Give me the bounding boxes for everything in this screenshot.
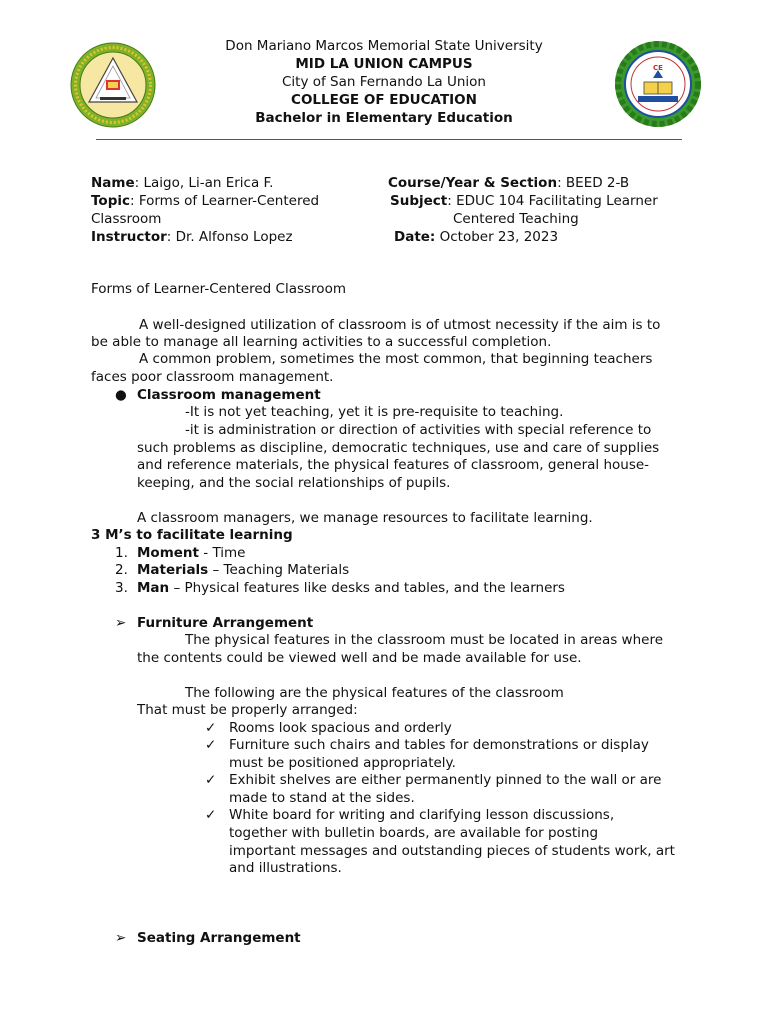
city-name: City of San Fernando La Union <box>282 74 486 90</box>
cm-line5: keeping, and the social relationships of pupils. <box>137 475 451 491</box>
instructor-label: Instructor <box>91 229 167 245</box>
subject-label: Subject <box>390 193 448 209</box>
furniture-line2: the contents could be viewed well and be made available for use. <box>137 650 582 666</box>
check-item-text: Exhibit shelves are either permanently pinned to the wall or are <box>229 772 662 788</box>
topic-row <box>91 192 319 210</box>
check-item-text: made to stand at the sides. <box>229 790 415 806</box>
name-row <box>91 174 273 192</box>
following-line1: The following are the physical features of the classroom <box>185 685 564 701</box>
bullet-icon: ● <box>115 387 127 403</box>
furniture-heading: Furniture Arrangement <box>137 615 314 631</box>
cm-line3: such problems as discipline, democratic techniques, use and care of supplies <box>137 440 660 456</box>
check-icon: ✓ <box>205 737 217 753</box>
cm-line2: -it is administration or direction of activities with special reference to <box>185 422 652 438</box>
course-value: : BEED 2-B <box>557 175 630 191</box>
topic-value-line1: : Forms of Learner-Centered <box>129 193 320 209</box>
subject-value-line1: : EDUC 104 Facilitating Learner <box>447 193 658 209</box>
instructor-row <box>91 228 293 246</box>
name-value: : Laigo, Li-an Erica F. <box>134 175 274 191</box>
date-row <box>394 228 558 246</box>
m-list-item: 3. Man – Physical features like desks and tables, and the learners <box>115 580 565 596</box>
check-icon: ✓ <box>205 720 217 736</box>
following-line2: That must be properly arranged: <box>137 702 358 718</box>
arrow-bullet-icon: ➢ <box>115 615 127 631</box>
m-list-item: 2. Materials – Teaching Materials <box>115 562 350 578</box>
check-item-text: Furniture such chairs and tables for demonstrations or display <box>229 737 649 753</box>
three-m-heading: 3 M’s to facilitate learning <box>91 527 293 543</box>
classroom-management-heading: Classroom management <box>137 387 321 403</box>
course-row <box>388 174 629 192</box>
check-item-text: together with bulletin boards, are available for posting <box>229 825 599 841</box>
paragraph-1-line2: be able to manage all learning activities to a successful completion. <box>91 334 552 350</box>
arrow-bullet-icon: ➢ <box>115 930 127 946</box>
subject-row <box>390 192 658 210</box>
paragraph-2-line2: faces poor classroom management. <box>91 369 334 385</box>
cm-line1: -It is not yet teaching, yet it is pre-requisite to teaching. <box>185 404 564 420</box>
course-label: Course/Year & Section <box>388 175 558 191</box>
check-item-text: must be positioned appropriately. <box>229 755 456 771</box>
check-item-text: Rooms look spacious and orderly <box>229 720 452 736</box>
name-label: Name <box>91 175 135 191</box>
topic-value-line2: Classroom <box>91 211 162 227</box>
university-name: Don Mariano Marcos Memorial State University <box>225 38 543 54</box>
right-logo-text: CE <box>653 64 663 72</box>
paragraph-2-line1: A common problem, sometimes the most common, that beginning teachers <box>139 351 653 367</box>
subject-value-line2: Centered Teaching <box>453 211 579 227</box>
instructor-value: : Dr. Alfonso Lopez <box>166 229 293 245</box>
cm-line4: and reference materials, the physical features of classroom, general house- <box>137 457 650 473</box>
check-item-text: important messages and outstanding pieces of students work, art <box>229 843 675 859</box>
paragraph-1-line1: A well-designed utilization of classroom is of utmost necessity if the aim is to <box>139 317 661 333</box>
m-list-item: 1. Moment - Time <box>115 545 246 561</box>
managers-line: A classroom managers, we manage resources to facilitate learning. <box>137 510 593 526</box>
date-value: October 23, 2023 <box>435 229 559 245</box>
header-divider <box>96 139 682 140</box>
seating-heading: Seating Arrangement <box>137 930 301 946</box>
campus-name: MID LA UNION CAMPUS <box>295 56 473 72</box>
check-icon: ✓ <box>205 772 217 788</box>
date-label: Date: <box>394 229 436 245</box>
college-name: COLLEGE OF EDUCATION <box>291 92 477 108</box>
check-icon: ✓ <box>205 807 217 823</box>
check-item-text: and illustrations. <box>229 860 342 876</box>
check-item-text: White board for writing and clarifying lesson discussions, <box>229 807 615 823</box>
furniture-line1: The physical features in the classroom must be located in areas where <box>185 632 664 648</box>
document-title: Forms of Learner-Centered Classroom <box>91 281 346 297</box>
program-name: Bachelor in Elementary Education <box>255 110 513 126</box>
topic-label: Topic <box>91 193 130 209</box>
